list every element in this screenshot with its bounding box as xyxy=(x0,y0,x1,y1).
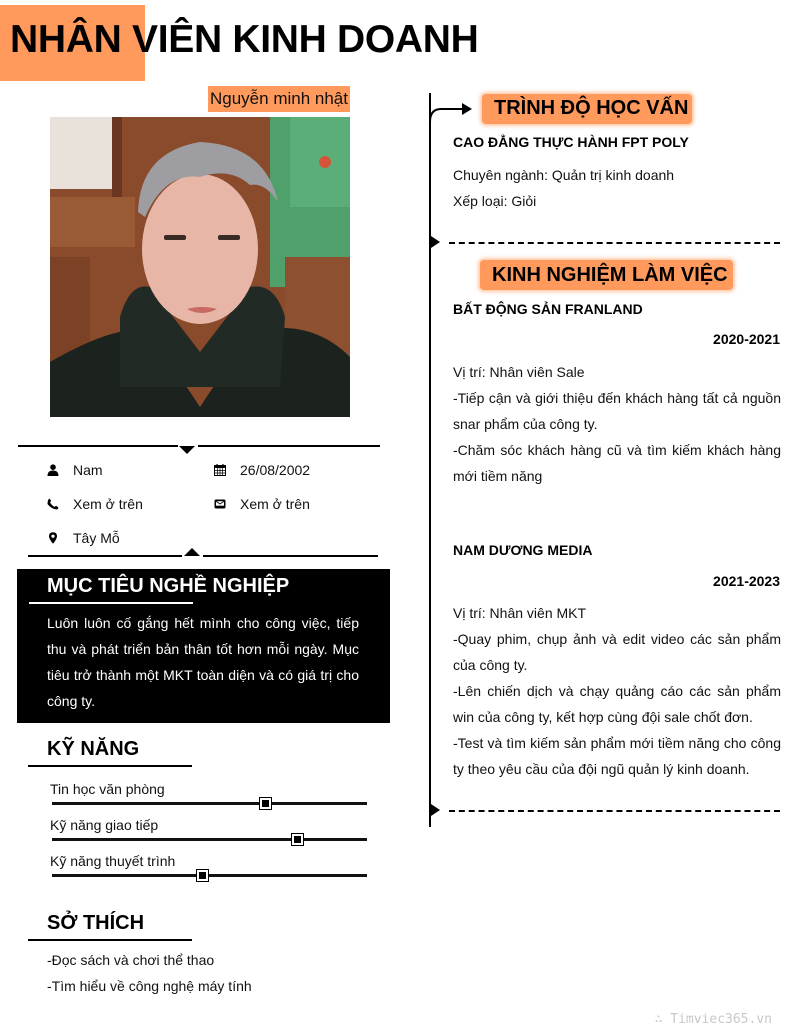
skill-bar xyxy=(52,802,367,805)
timeline-marker-icon xyxy=(431,236,440,248)
objective-section xyxy=(17,569,390,723)
skill-level-knob xyxy=(260,798,271,809)
education-major: Chuyên ngành: Quản trị kinh doanh xyxy=(453,167,675,183)
profile-photo xyxy=(50,117,350,417)
info-bottom-rule-right xyxy=(203,555,378,557)
job-duty: -Test và tìm kiếm sản phẩm mới tiềm năng cho công ty theo yêu cầu của đội ngũ quản lý kinh doanh. xyxy=(453,735,781,777)
phone-icon xyxy=(46,497,60,511)
experience-heading: KINH NGHIỆM LÀM VIỆC xyxy=(492,264,728,286)
objective-heading: MỤC TIÊU NGHỀ NGHIỆP xyxy=(47,575,290,597)
timeline-marker-icon xyxy=(431,804,440,816)
phone-value: Xem ở trên xyxy=(73,496,143,512)
info-gender xyxy=(46,462,103,478)
info-address xyxy=(46,530,120,546)
birthday-value: 26/08/2002 xyxy=(240,462,311,478)
email-value: Xem ở trên xyxy=(240,496,310,512)
skill-level-knob xyxy=(197,870,208,881)
user-icon xyxy=(46,463,60,477)
email-icon xyxy=(213,497,227,511)
info-bottom-rule-left xyxy=(28,555,182,557)
job-company: NAM DƯƠNG MEDIA xyxy=(453,542,593,558)
section-divider xyxy=(449,810,780,812)
skill-bar xyxy=(52,874,367,877)
watermark: ∴ Timviec365.vn xyxy=(654,1012,772,1027)
job-duty: -Lên chiến dịch và chạy quảng cáo các sản phẩm win của công ty, kết hợp cùng đội sale chốt đơn. xyxy=(453,683,781,725)
info-email xyxy=(213,496,310,512)
job-position: Vị trí: Nhân viên Sale xyxy=(453,364,585,380)
skill-label: Kỹ năng giao tiếp xyxy=(50,817,159,833)
hobbies-heading-underline xyxy=(28,939,192,941)
objective-heading-underline xyxy=(29,602,193,604)
candidate-name: Nguyễn minh nhật xyxy=(208,86,350,112)
info-phone xyxy=(46,496,143,512)
info-top-rule-left xyxy=(18,445,178,447)
calendar-icon xyxy=(213,463,227,477)
triangle-down-icon xyxy=(179,446,195,454)
info-top-rule-right xyxy=(198,445,380,447)
info-birthday xyxy=(213,462,310,478)
skill-label: Tin học văn phòng xyxy=(50,781,165,797)
timeline-line xyxy=(429,93,431,827)
triangle-up-icon xyxy=(184,548,200,556)
job-period: 2020-2021 xyxy=(713,331,780,347)
address-value: Tây Mỗ xyxy=(73,530,120,546)
education-rank: Xếp loại: Giỏi xyxy=(453,193,537,209)
job-period: 2021-2023 xyxy=(713,573,780,589)
skills-heading-underline xyxy=(28,765,192,767)
location-pin-icon xyxy=(46,531,60,545)
job-company: BẤT ĐỘNG SẢN FRANLAND xyxy=(453,301,643,317)
job-position: Vị trí: Nhân viên MKT xyxy=(453,605,587,621)
skill-level-knob xyxy=(292,834,303,845)
gender-value: Nam xyxy=(73,462,103,478)
job-title: NHÂN VIÊN KINH DOANH xyxy=(10,18,479,61)
job-duty: -Chăm sóc khách hàng cũ và tìm kiếm khách hàng mới tiềm năng xyxy=(453,442,781,484)
education-school: CAO ĐẲNG THỰC HÀNH FPT POLY xyxy=(453,134,689,150)
hobby-item: -Tìm hiểu về công nghệ máy tính xyxy=(47,978,252,994)
skill-bar xyxy=(52,838,367,841)
job-duty: -Tiếp cận và giới thiệu đến khách hàng tất cả nguồn snar phẩm của công ty. xyxy=(453,390,781,432)
skill-label: Kỹ năng thuyết trình xyxy=(50,853,176,869)
hobby-item: -Đọc sách và chơi thể thao xyxy=(47,952,215,968)
skills-heading: KỸ NĂNG xyxy=(47,738,140,760)
job-duty: -Quay phim, chụp ảnh và edit video các sản phẩm của công ty. xyxy=(453,631,781,673)
section-divider xyxy=(449,242,780,244)
objective-text: Luôn luôn cố gắng hết mình cho công việc, tiếp thu và phát triển bản thân tốt hơn mỗi ngày. Mục tiêu trở thành một MKT toàn diện và có giá trị cho công ty. xyxy=(47,615,359,709)
hobbies-heading: SỞ THÍCH xyxy=(47,912,145,934)
education-heading: TRÌNH ĐỘ HỌC VẤN xyxy=(494,97,689,119)
curved-arrow-icon xyxy=(429,100,474,124)
